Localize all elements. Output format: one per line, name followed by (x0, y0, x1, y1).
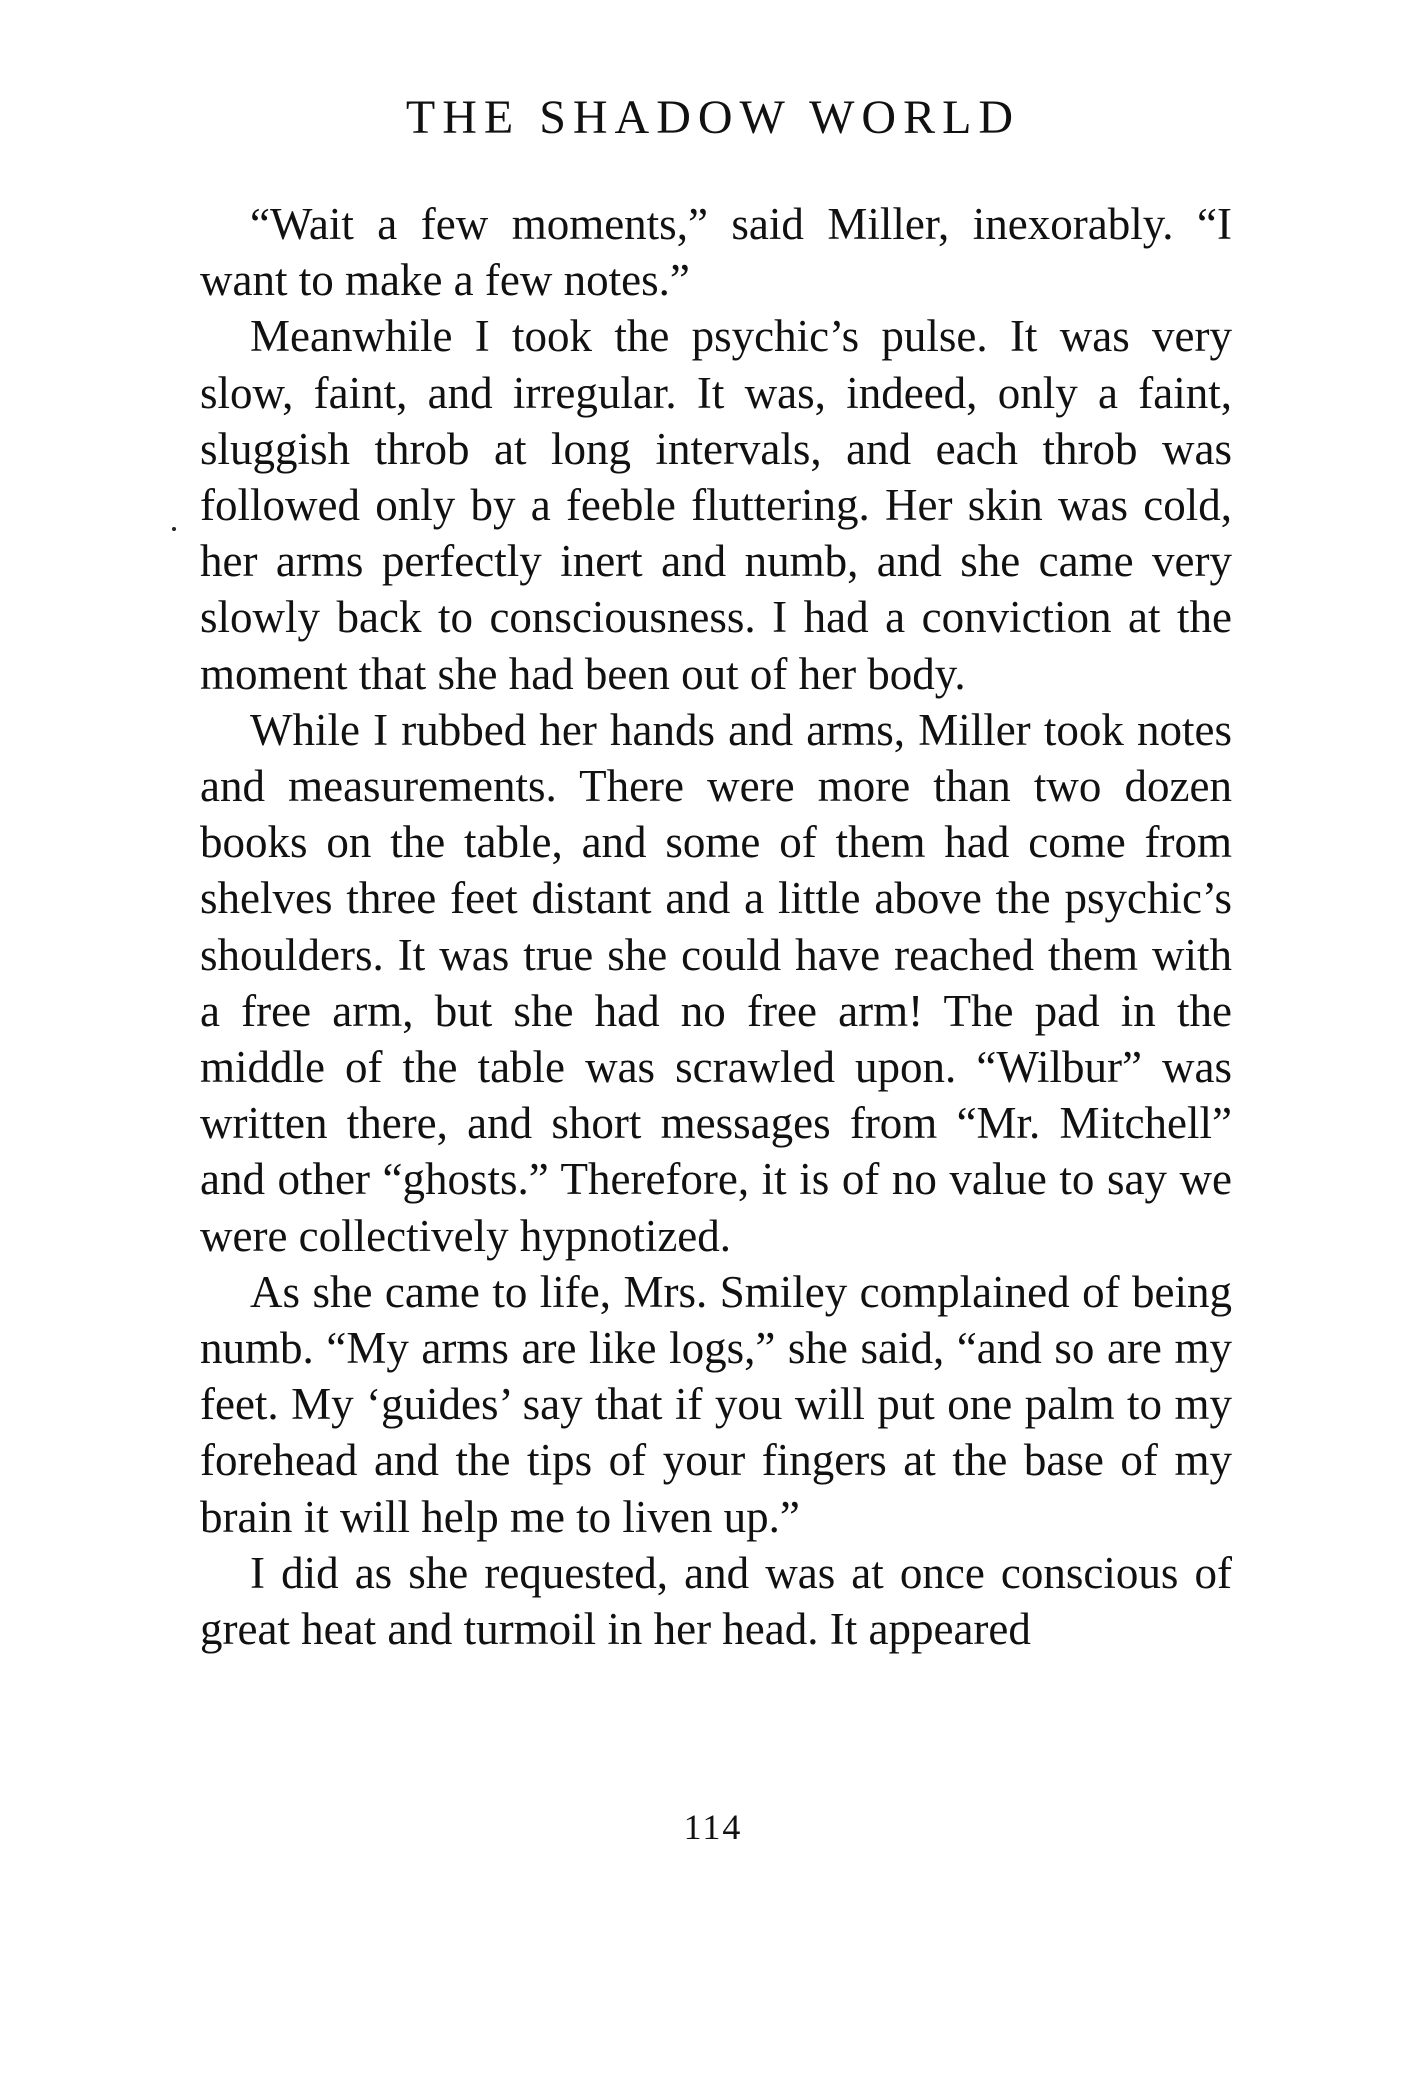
running-head: THE SHADOW WORLD (405, 91, 1021, 144)
paragraph-4: As she came to life, Mrs. Smiley complained of being numb. “My arms are like logs,” she said, “and so are my feet. My ‘guides’ say that if you will put one palm to my forehead and the tips of your fingers at the base of my brain it will help me to liven up.” (200, 1266, 1232, 1542)
paragraph-1: “Wait a few moments,” said Miller, inexorably. “I want to make a few notes.” (200, 199, 1232, 306)
paragraph-2: Meanwhile I took the psychic’s pulse. It was very slow, faint, and irregular. It was, indeed, only a faint, sluggish throb at long intervals, and each throb was followed only by a feeble fluttering. Her skin was cold, her arms perfectly inert and numb, and she came very slowly back to consciousness. I had a conviction at the moment that she had been out of her body. (200, 311, 1232, 699)
margin-mark (172, 527, 176, 531)
paragraph-3: While I rubbed her hands and arms, Miller took notes and measurements. There were more than two dozen books on the table, and some of them had come from shelves three feet distant and a little above the psychic’s shoulders. It was true she could have reached them with a free arm, but she had no free arm! The pad in the middle of the table was scrawled upon. “Wilbur” was written there, and short messages from “Mr. Mitchell” and other “ghosts.” Therefore, it is of no value to say we were collectively hypnotized. (200, 704, 1232, 1261)
body-text (200, 196, 1232, 1657)
page-number: 114 (683, 1807, 743, 1847)
paragraph-5: I did as she requested, and was at once conscious of great heat and turmoil in her head. It appeared (200, 1547, 1232, 1655)
